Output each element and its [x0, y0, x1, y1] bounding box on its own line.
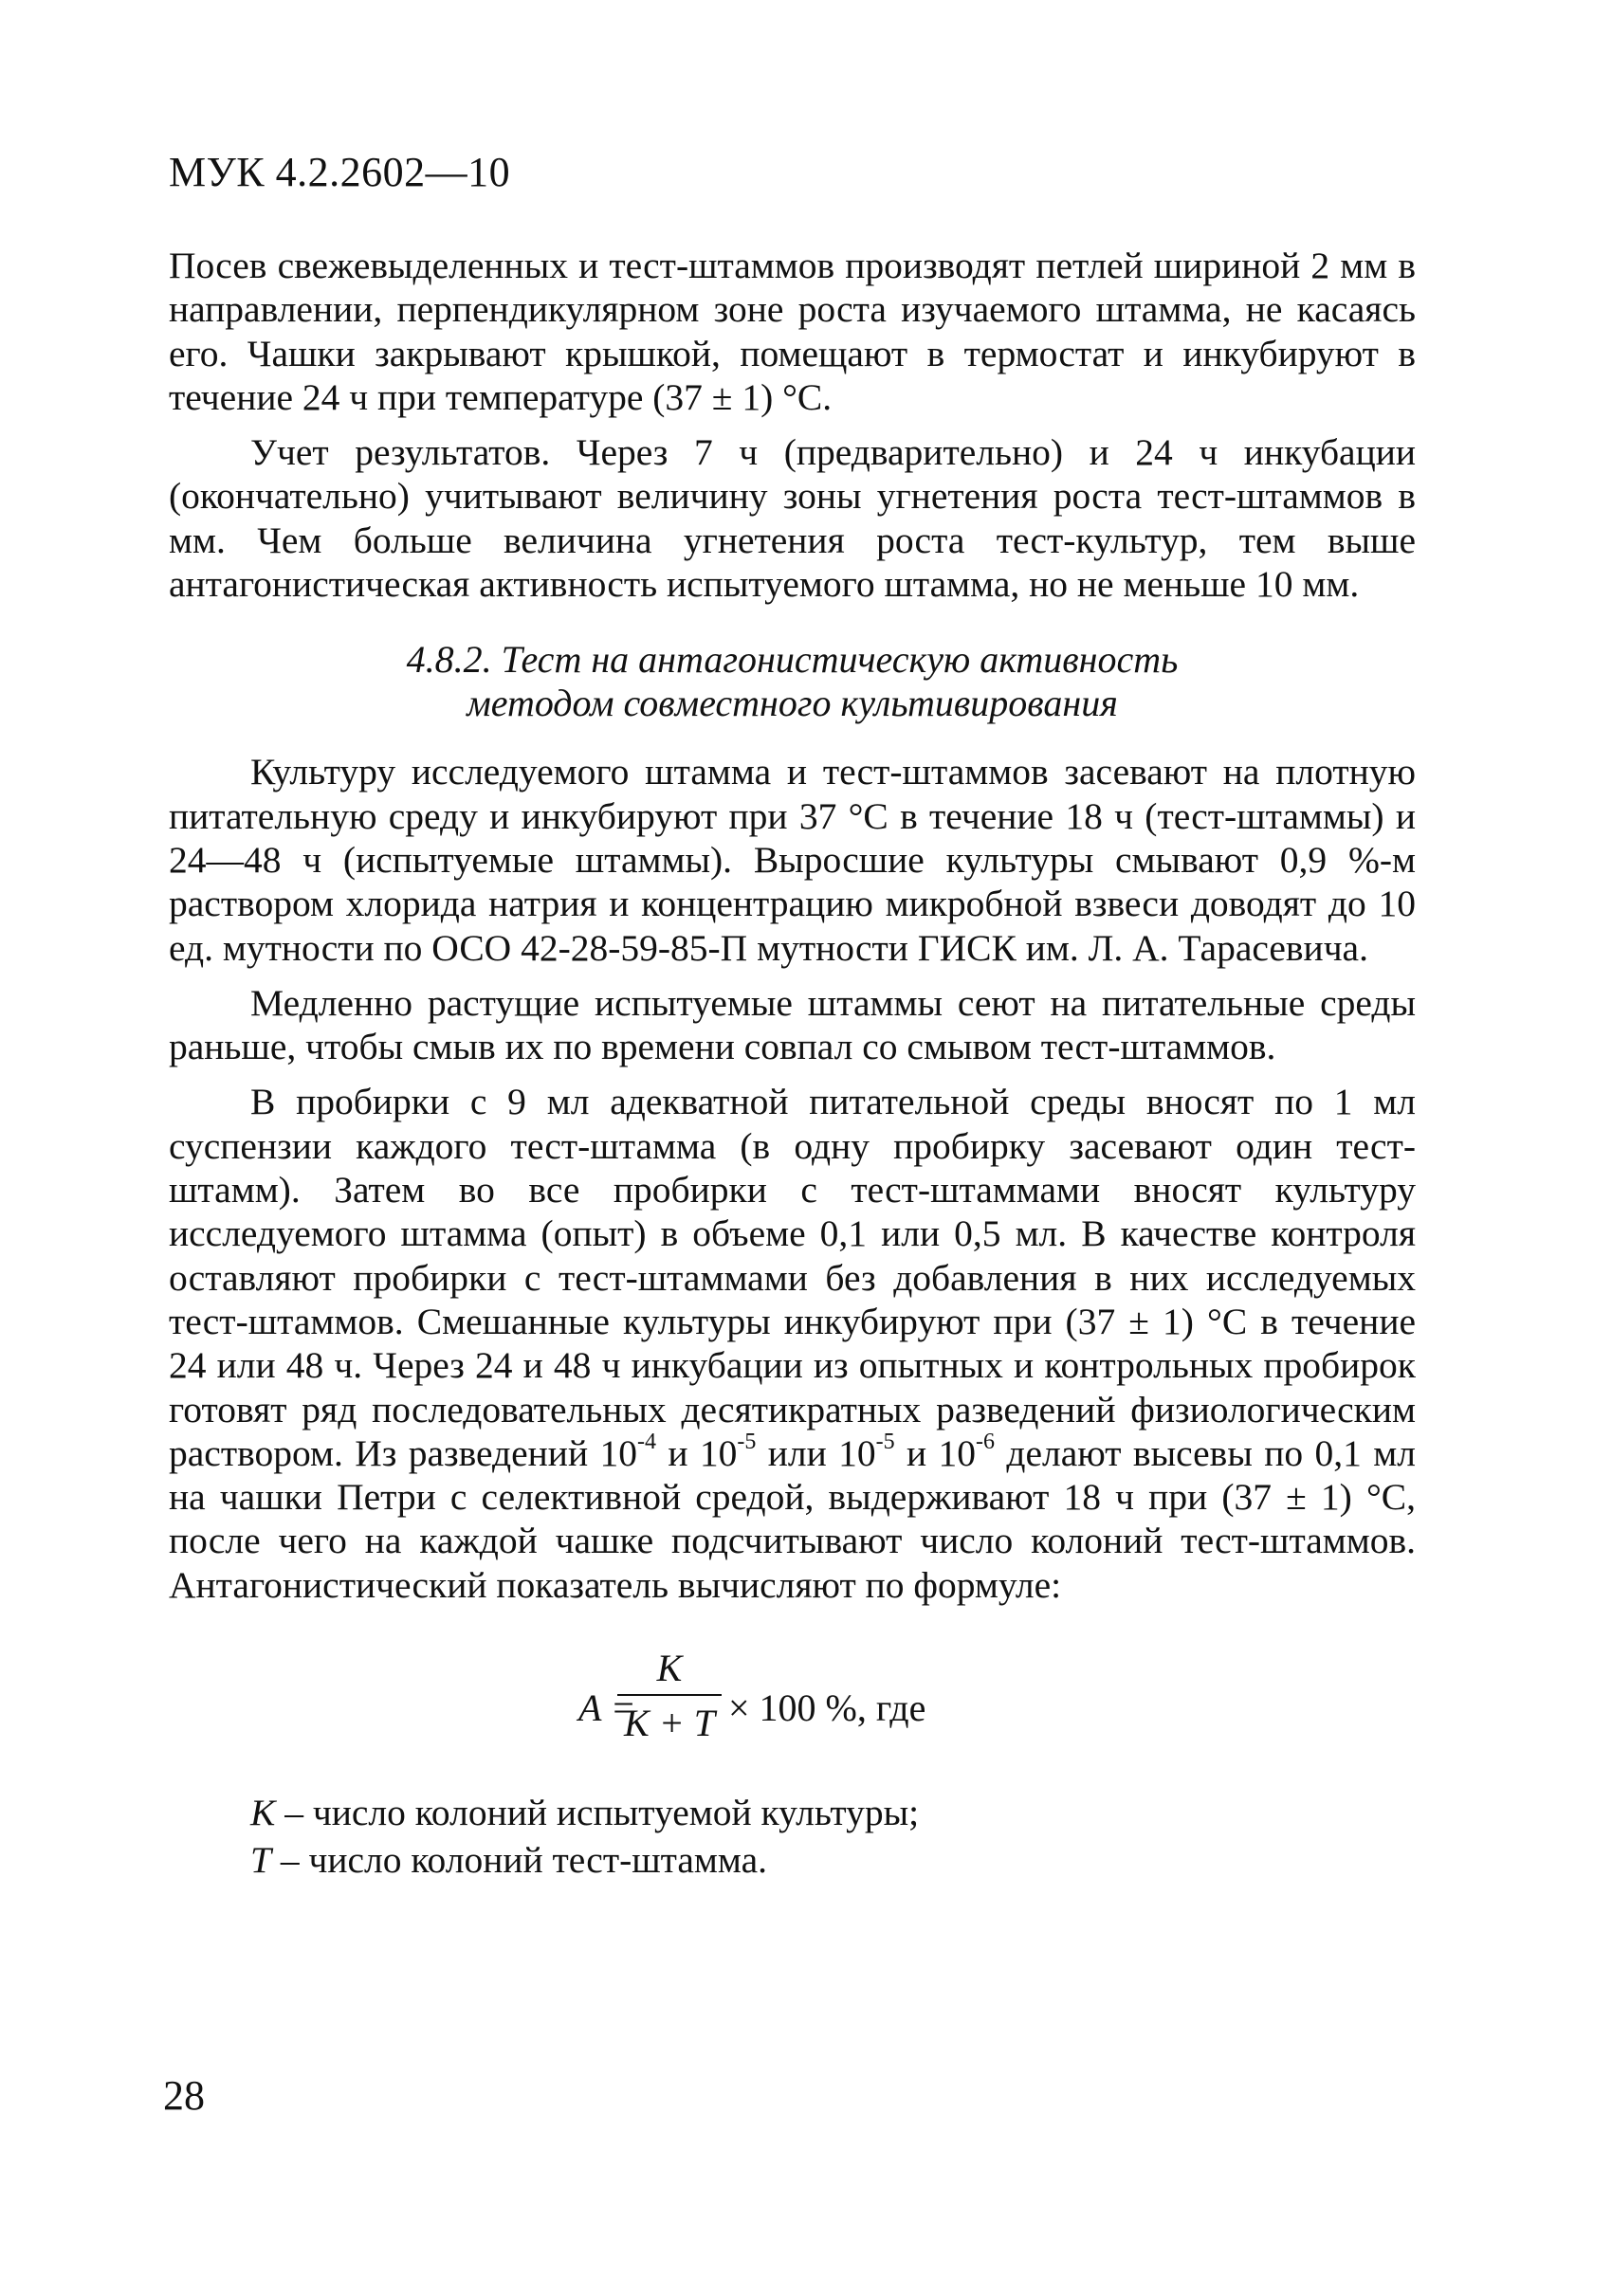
formula-numerator: K	[656, 1647, 683, 1690]
paragraph-slow-growing: Медленно растущие испытуемые штаммы сеют на питательные среды раньше, чтобы смыв их по времени совпал со смывом тест-штаммов.	[169, 981, 1416, 1068]
formula-fraction	[617, 1645, 722, 1747]
definition-k	[250, 1789, 1416, 1836]
text-fragment: или 10	[756, 1431, 876, 1474]
text-fragment: и 10	[894, 1431, 977, 1474]
exponent: -4	[636, 1429, 656, 1454]
fraction-bar	[617, 1694, 722, 1696]
symbol-definitions	[169, 1789, 1416, 1884]
paragraph-culture: Культуру исследуемого штамма и тест-штаммов засевают на плотную питательную среду и инкубируют при 37 °С в течение 18 ч (тест-штаммы) и 24—48 ч (испытуемые штаммы). Выросшие культуры смывают 0,9 %-м раствором хлорида натрия и концентрацию микробной взвеси доводят до 10 ед. мутности по ОСО 42-28-59-85-П мутности ГИСК им. Л. А. Тарасевича.	[169, 751, 1416, 969]
exponent: -6	[976, 1429, 996, 1454]
page-number: 28	[163, 2072, 205, 2119]
symbol-k: K	[250, 1792, 276, 1834]
exponent: -5	[737, 1429, 757, 1454]
formula-rhs: × 100 %, где	[728, 1686, 926, 1730]
exponent: -5	[875, 1429, 895, 1454]
formula-lhs: A =	[578, 1686, 636, 1730]
definition-k-text: – число колоний испытуемой культуры;	[275, 1792, 920, 1834]
antagonism-formula	[169, 1645, 1416, 1760]
section-heading-line-2: методом совместного культивирования	[467, 682, 1118, 725]
formula-denominator: K + T	[624, 1702, 715, 1745]
section-heading-line-1: 4.8.2. Тест на антагонистическую активность	[406, 638, 1179, 682]
paragraph-test-tubes-part-2: делают высевы по 0,1 мл на чашки Петри с селективной средой, выдерживают 18 ч при (37 ± 1) °С, после чего на каждой чашке подсчитывают число колоний тест-штаммов. Антагонистический показатель вычисляют по формуле:	[169, 1431, 1416, 1606]
symbol-t: T	[250, 1839, 271, 1882]
paragraph-results: Учет результатов. Через 7 ч (предварительно) и 24 ч инкубации (окончательно) учитывают величину зоны угнетения роста тест-штаммов в мм. Чем больше величина угнетения роста тест-культур, тем выше антагонистическая активность испытуемого штамма, но не меньше 10 мм.	[169, 431, 1416, 606]
paragraph-test-tubes	[169, 1080, 1416, 1607]
main-text	[169, 244, 1416, 1884]
document-code-header: МУК 4.2.2602—10	[169, 149, 511, 195]
text-fragment: и 10	[655, 1431, 738, 1474]
paragraph-sowing: Посев свежевыделенных и тест-штаммов производят петлей шириной 2 мм в направлении, перпендикулярном зоне роста изучаемого штамма, не касаясь его. Чашки закрывают крышкой, помещают в термостат и инкубируют в течение 24 ч при температуре (37 ± 1) °С.	[169, 245, 1416, 418]
section-heading	[169, 638, 1416, 725]
paragraph-test-tubes-part-1: В пробирки с 9 мл адекватной питательной среды вносят по 1 мл суспензии каждого тест-штамма (в одну пробирку засевают один тест-штамм). Затем во все пробирки с тест-штаммами вносят культуру исследуемого штамма (опыт) в объеме 0,1 или 0,5 мл. В качестве контроля оставляют пробирки с тест-штаммами без добавления в них исследуемых тест-штаммов. Смешанные культуры инкубируют при (37 ± 1) °С в течение 24 или 48 ч. Через 24 и 48 ч инкубации из опытных и контрольных пробирок готовят ряд последовательных десятикратных разведений физиологическим раствором. Из разведений 10	[169, 1081, 1416, 1474]
definition-t-text: – число колоний тест-штамма.	[270, 1839, 768, 1882]
definition-t	[250, 1836, 1416, 1884]
